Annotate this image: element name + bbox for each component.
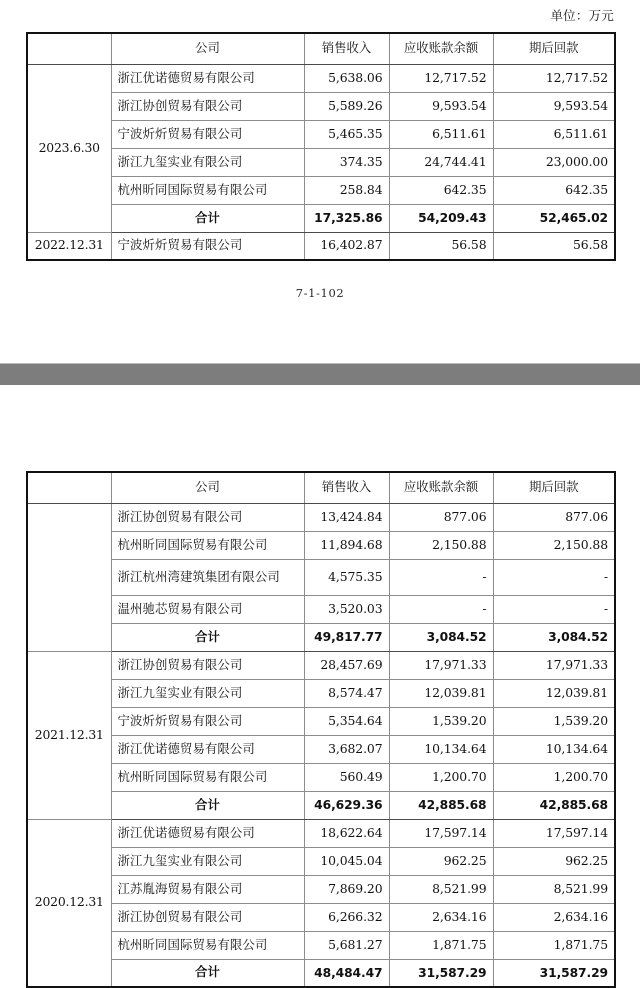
table-total-row	[27, 623, 615, 651]
row-company-name: 浙江协创贸易有限公司	[111, 651, 304, 679]
row-sales-revenue: 6,266.32	[304, 903, 389, 931]
page-divider-band	[0, 363, 640, 387]
table-row	[27, 931, 615, 959]
total-label: 合计	[111, 204, 304, 232]
row-company-name: 江苏胤海贸易有限公司	[111, 875, 304, 903]
table-two-body	[27, 503, 615, 987]
row-subsequent-collection: 56.58	[493, 232, 615, 260]
row-sales-revenue: 17,325.86	[304, 204, 389, 232]
table-two-header	[27, 472, 615, 503]
table-total-row	[27, 204, 615, 232]
table-row	[27, 903, 615, 931]
row-sales-revenue: 560.49	[304, 763, 389, 791]
row-ar-balance: 642.35	[389, 176, 493, 204]
row-company-name: 宁波炘炘贸易有限公司	[111, 120, 304, 148]
row-company-name: 浙江杭州湾建筑集团有限公司	[111, 559, 304, 595]
row-sales-revenue: 16,402.87	[304, 232, 389, 260]
table-row	[27, 176, 615, 204]
row-subsequent-collection: 6,511.61	[493, 120, 615, 148]
document-page-one	[0, 0, 640, 363]
row-sales-revenue: 3,520.03	[304, 595, 389, 623]
unit-caption: 单位：万元	[550, 8, 614, 23]
row-subsequent-collection: 962.25	[493, 847, 615, 875]
row-subsequent-collection: 877.06	[493, 503, 615, 531]
row-subsequent-collection: 642.35	[493, 176, 615, 204]
column-header-subsequent-collection: 期后回款	[493, 472, 615, 503]
row-date-label: 2021.12.31	[27, 651, 111, 819]
row-company-name: 浙江协创贸易有限公司	[111, 503, 304, 531]
receivables-table-first	[26, 32, 616, 261]
row-sales-revenue: 5,465.35	[304, 120, 389, 148]
table-row	[27, 819, 615, 847]
row-company-name: 宁波炘炘贸易有限公司	[111, 232, 304, 260]
row-ar-balance: 31,587.29	[389, 959, 493, 987]
row-ar-balance: 54,209.43	[389, 204, 493, 232]
table-row	[27, 735, 615, 763]
row-company-name: 浙江协创贸易有限公司	[111, 903, 304, 931]
row-date-label: 2022.12.31	[27, 232, 111, 260]
row-subsequent-collection: 23,000.00	[493, 148, 615, 176]
row-subsequent-collection: 42,885.68	[493, 791, 615, 819]
document-page-two	[0, 385, 640, 982]
row-subsequent-collection: 2,634.16	[493, 903, 615, 931]
table-one-body	[27, 64, 615, 260]
row-company-name: 杭州昕同国际贸易有限公司	[111, 531, 304, 559]
row-ar-balance: -	[389, 595, 493, 623]
row-ar-balance: 17,597.14	[389, 819, 493, 847]
table-row	[27, 531, 615, 559]
total-label: 合计	[111, 791, 304, 819]
row-ar-balance: 56.58	[389, 232, 493, 260]
row-ar-balance: 962.25	[389, 847, 493, 875]
page-number-footer: 7-1-102	[295, 286, 345, 300]
row-sales-revenue: 258.84	[304, 176, 389, 204]
row-sales-revenue: 18,622.64	[304, 819, 389, 847]
row-ar-balance: 42,885.68	[389, 791, 493, 819]
row-subsequent-collection: 1,539.20	[493, 707, 615, 735]
table-total-row	[27, 959, 615, 987]
table-row	[27, 651, 615, 679]
row-sales-revenue: 4,575.35	[304, 559, 389, 595]
row-company-name: 浙江九玺实业有限公司	[111, 148, 304, 176]
row-subsequent-collection: 3,084.52	[493, 623, 615, 651]
row-subsequent-collection: 8,521.99	[493, 875, 615, 903]
table-row	[27, 92, 615, 120]
row-company-name: 杭州昕同国际贸易有限公司	[111, 931, 304, 959]
row-sales-revenue: 5,681.27	[304, 931, 389, 959]
table-row	[27, 232, 615, 260]
row-sales-revenue: 49,817.77	[304, 623, 389, 651]
column-header-ar-balance: 应收账款余额	[389, 472, 493, 503]
row-ar-balance: 877.06	[389, 503, 493, 531]
row-subsequent-collection: -	[493, 595, 615, 623]
row-date-label: 2023.6.30	[27, 64, 111, 232]
row-sales-revenue: 3,682.07	[304, 735, 389, 763]
row-subsequent-collection: 52,465.02	[493, 204, 615, 232]
row-ar-balance: 1,871.75	[389, 931, 493, 959]
column-header-subsequent-collection: 期后回款	[493, 33, 615, 64]
column-header-date	[27, 33, 111, 64]
row-sales-revenue: 46,629.36	[304, 791, 389, 819]
row-ar-balance: 12,717.52	[389, 64, 493, 92]
row-ar-balance: 9,593.54	[389, 92, 493, 120]
row-sales-revenue: 374.35	[304, 148, 389, 176]
row-sales-revenue: 7,869.20	[304, 875, 389, 903]
column-header-date	[27, 472, 111, 503]
row-ar-balance: 2,634.16	[389, 903, 493, 931]
row-ar-balance: 17,971.33	[389, 651, 493, 679]
row-company-name: 浙江九玺实业有限公司	[111, 847, 304, 875]
row-ar-balance: 10,134.64	[389, 735, 493, 763]
row-subsequent-collection: 9,593.54	[493, 92, 615, 120]
column-header-company: 公司	[111, 33, 304, 64]
row-subsequent-collection: -	[493, 559, 615, 595]
table-row	[27, 847, 615, 875]
table-row	[27, 120, 615, 148]
row-sales-revenue: 5,638.06	[304, 64, 389, 92]
column-header-sales-revenue: 销售收入	[304, 33, 389, 64]
table-row	[27, 595, 615, 623]
column-header-sales-revenue: 销售收入	[304, 472, 389, 503]
row-ar-balance: 8,521.99	[389, 875, 493, 903]
row-sales-revenue: 10,045.04	[304, 847, 389, 875]
row-ar-balance: 2,150.88	[389, 531, 493, 559]
column-header-company: 公司	[111, 472, 304, 503]
table-row	[27, 763, 615, 791]
row-subsequent-collection: 1,871.75	[493, 931, 615, 959]
table-one-header	[27, 33, 615, 64]
row-subsequent-collection: 10,134.64	[493, 735, 615, 763]
row-subsequent-collection: 17,971.33	[493, 651, 615, 679]
row-company-name: 浙江九玺实业有限公司	[111, 679, 304, 707]
row-company-name: 浙江优诺德贸易有限公司	[111, 64, 304, 92]
row-subsequent-collection: 12,717.52	[493, 64, 615, 92]
table-row	[27, 559, 615, 595]
receivables-table-second	[26, 471, 616, 988]
row-subsequent-collection: 2,150.88	[493, 531, 615, 559]
row-date-label	[27, 503, 111, 651]
table-row	[27, 875, 615, 903]
table-row	[27, 679, 615, 707]
row-subsequent-collection: 1,200.70	[493, 763, 615, 791]
table-total-row	[27, 791, 615, 819]
row-ar-balance: -	[389, 559, 493, 595]
row-sales-revenue: 8,574.47	[304, 679, 389, 707]
row-sales-revenue: 13,424.84	[304, 503, 389, 531]
row-ar-balance: 24,744.41	[389, 148, 493, 176]
row-subsequent-collection: 17,597.14	[493, 819, 615, 847]
table-row	[27, 64, 615, 92]
table-row	[27, 503, 615, 531]
row-company-name: 杭州昕同国际贸易有限公司	[111, 176, 304, 204]
row-company-name: 温州驰芯贸易有限公司	[111, 595, 304, 623]
row-company-name: 浙江协创贸易有限公司	[111, 92, 304, 120]
table-row	[27, 707, 615, 735]
row-subsequent-collection: 12,039.81	[493, 679, 615, 707]
row-sales-revenue: 28,457.69	[304, 651, 389, 679]
row-ar-balance: 12,039.81	[389, 679, 493, 707]
row-ar-balance: 1,539.20	[389, 707, 493, 735]
table-row	[27, 148, 615, 176]
header-row	[27, 472, 615, 503]
row-ar-balance: 1,200.70	[389, 763, 493, 791]
total-label: 合计	[111, 959, 304, 987]
row-sales-revenue: 5,354.64	[304, 707, 389, 735]
row-ar-balance: 6,511.61	[389, 120, 493, 148]
row-sales-revenue: 11,894.68	[304, 531, 389, 559]
row-subsequent-collection: 31,587.29	[493, 959, 615, 987]
row-date-label: 2020.12.31	[27, 819, 111, 987]
column-header-ar-balance: 应收账款余额	[389, 33, 493, 64]
row-sales-revenue: 5,589.26	[304, 92, 389, 120]
row-company-name: 浙江优诺德贸易有限公司	[111, 735, 304, 763]
row-company-name: 浙江优诺德贸易有限公司	[111, 819, 304, 847]
row-ar-balance: 3,084.52	[389, 623, 493, 651]
total-label: 合计	[111, 623, 304, 651]
header-row	[27, 33, 615, 64]
row-sales-revenue: 48,484.47	[304, 959, 389, 987]
row-company-name: 宁波炘炘贸易有限公司	[111, 707, 304, 735]
row-company-name: 杭州昕同国际贸易有限公司	[111, 763, 304, 791]
